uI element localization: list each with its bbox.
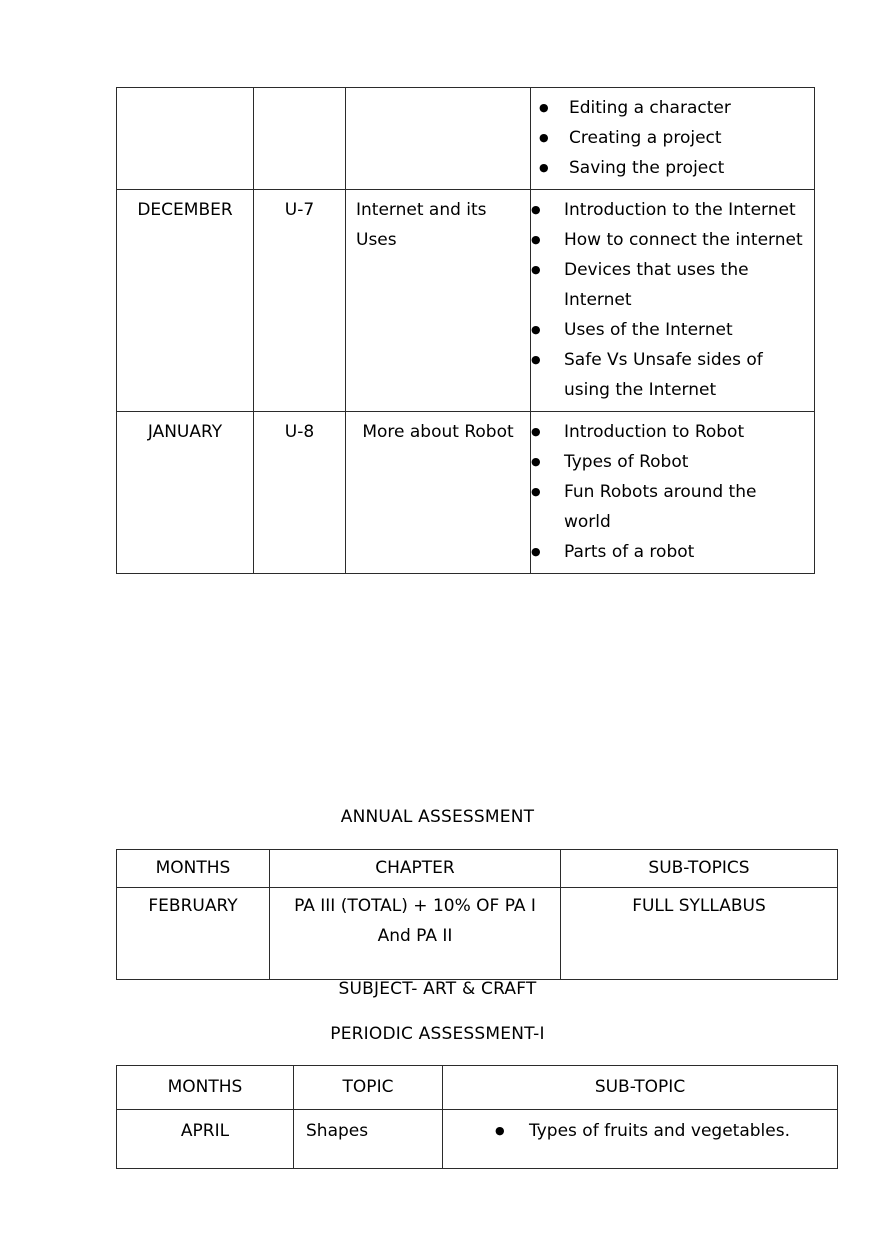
cell-subtopics bbox=[531, 88, 815, 190]
unit-label: U-8 bbox=[284, 422, 315, 442]
table-row bbox=[117, 88, 815, 190]
list-item: ● Saving the project bbox=[531, 153, 808, 183]
heading-subject-art-and-craft: SUBJECT- ART & CRAFT bbox=[338, 979, 537, 999]
cell-topic: Shapes bbox=[294, 1110, 443, 1169]
heading-periodic-assessment-i: PERIODIC ASSESSMENT-I bbox=[330, 1024, 545, 1044]
cell-month bbox=[117, 190, 254, 412]
cell-unit bbox=[254, 190, 346, 412]
syllabus-continued-table bbox=[116, 87, 815, 574]
table-header-row bbox=[117, 850, 838, 888]
list-item: ● How to connect the internet bbox=[531, 225, 808, 255]
subtopic-list bbox=[531, 412, 814, 573]
column-header-months: MONTHS bbox=[117, 850, 270, 888]
list-item: ● Introduction to Robot bbox=[531, 417, 808, 447]
cell-month: FEBRUARY bbox=[117, 888, 270, 980]
list-item: ● Types of Robot bbox=[531, 447, 808, 477]
column-header-subtopics: SUB-TOPICS bbox=[561, 850, 838, 888]
cell-chapter bbox=[346, 190, 531, 412]
month-label bbox=[117, 88, 253, 93]
list-item: ● Uses of the Internet bbox=[531, 315, 808, 345]
heading-annual-assessment: ANNUAL ASSESSMENT bbox=[340, 807, 535, 827]
list-item: ● Introduction to the Internet bbox=[531, 195, 808, 225]
subtopic-list bbox=[531, 190, 814, 411]
cell-unit bbox=[254, 412, 346, 574]
cell-chapter bbox=[346, 88, 531, 190]
cell-unit bbox=[254, 88, 346, 190]
list-item: ● Devices that uses the Internet bbox=[531, 255, 808, 315]
cell-subtopics bbox=[531, 190, 815, 412]
subtopic-list bbox=[531, 88, 814, 189]
table-header-row bbox=[117, 1066, 838, 1110]
month-label: JANUARY bbox=[147, 422, 223, 442]
list-item: ● Safe Vs Unsafe sides of using the Internet bbox=[531, 345, 808, 405]
cell-chapter bbox=[346, 412, 531, 574]
column-header-topic: TOPIC bbox=[294, 1066, 443, 1110]
table-row bbox=[117, 888, 838, 980]
list-item: ● Parts of a robot bbox=[531, 537, 808, 567]
cell-month bbox=[117, 88, 254, 190]
list-item: ● Fun Robots around the world bbox=[531, 477, 808, 537]
unit-label: U-7 bbox=[284, 200, 315, 220]
unit-label bbox=[254, 88, 345, 93]
table-row bbox=[117, 190, 815, 412]
list-item: ● Types of fruits and vegetables. bbox=[443, 1116, 831, 1146]
cell-subtopics bbox=[443, 1110, 838, 1169]
cell-chapter: PA III (TOTAL) + 10% OF PA I And PA II bbox=[270, 888, 561, 980]
list-item: ● Editing a character bbox=[531, 93, 808, 123]
column-header-subtopic: SUB-TOPIC bbox=[443, 1066, 838, 1110]
month-label: DECEMBER bbox=[137, 200, 233, 220]
chapter-label bbox=[346, 88, 530, 93]
list-item: ● Creating a project bbox=[531, 123, 808, 153]
column-header-months: MONTHS bbox=[117, 1066, 294, 1110]
annual-assessment-table bbox=[116, 849, 838, 980]
chapter-label: More about Robot bbox=[362, 422, 514, 442]
table-row bbox=[117, 412, 815, 574]
cell-month: APRIL bbox=[117, 1110, 294, 1169]
cell-subtopics: FULL SYLLABUS bbox=[561, 888, 838, 980]
art-and-craft-table bbox=[116, 1065, 838, 1169]
chapter-label: Internet and its Uses bbox=[356, 200, 487, 250]
subtopic-list bbox=[443, 1110, 837, 1154]
column-header-chapter: CHAPTER bbox=[270, 850, 561, 888]
cell-subtopics bbox=[531, 412, 815, 574]
table-row bbox=[117, 1110, 838, 1169]
cell-month bbox=[117, 412, 254, 574]
